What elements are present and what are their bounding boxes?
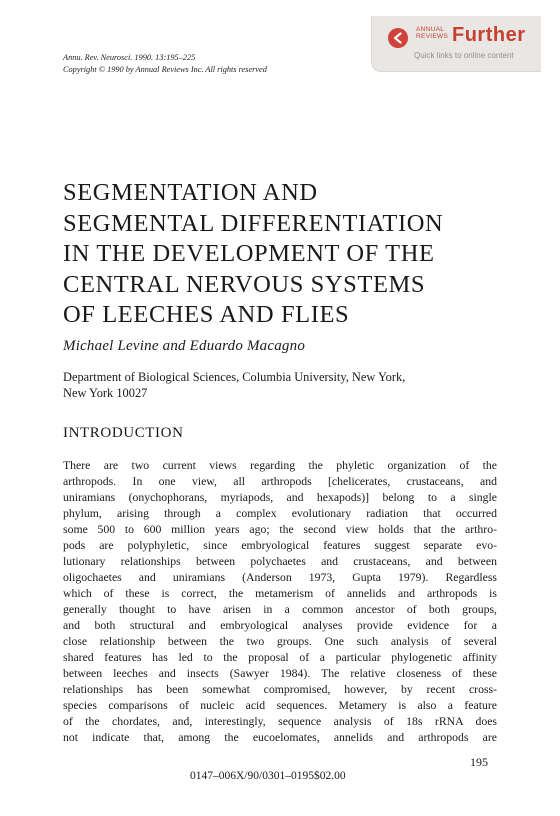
body-line: shared features has led to the proposal of a particular phylogenetic affinity xyxy=(63,651,497,664)
title-line: SEGMENTATION AND xyxy=(63,179,318,206)
author-affiliation xyxy=(63,369,503,401)
section-heading-introduction: INTRODUCTION xyxy=(63,425,184,441)
body-line: uniramians (onychophorans, myriapods, and hexapods)] belong to a single xyxy=(63,491,497,504)
title-line: OF LEECHES AND FLIES xyxy=(63,301,350,328)
annual-reviews-label: ANNUAL REVIEWS xyxy=(416,26,449,40)
title-line: IN THE DEVELOPMENT OF THE xyxy=(63,240,435,267)
body-line: phylum, arising through a complex evolutionary radiation that occurred xyxy=(63,507,497,520)
body-line: and both structural and embryological analyses provide evidence for a xyxy=(63,619,497,632)
body-line: lutionary relationships between polychaetes and crustaceans, and between xyxy=(63,555,497,568)
body-line: generally thought to have arisen in a common ancestor of both groups, xyxy=(63,603,497,616)
body-line: There are two current views regarding the phyletic organization of the xyxy=(63,459,497,472)
play-arrow-icon xyxy=(388,28,408,48)
title-line: CENTRAL NERVOUS SYSTEMS xyxy=(63,270,426,298)
introduction-body xyxy=(63,458,497,746)
affiliation-line: Department of Biological Sciences, Columbia University, New York, xyxy=(63,370,406,384)
article-code: 0147–006X/90/0301–0195$02.00 xyxy=(190,770,346,782)
journal-citation xyxy=(63,52,267,76)
body-line: which of these is correct, the metamerism of annelids and arthropods is xyxy=(63,587,497,600)
copyright-line: Copyright © 1990 by Annual Reviews Inc. All rights reserved xyxy=(63,65,267,74)
body-line: pods are polyphyletic, since embryological features suggest separate evo- xyxy=(63,539,497,552)
body-line: oligochaetes and uniramians (Anderson 1973, Gupta 1979). Regardless xyxy=(63,571,497,584)
body-line: between leeches and insects (Sawyer 1984). The relative closeness of these xyxy=(63,667,497,680)
annual-reviews-further-badge[interactable] xyxy=(371,16,541,72)
body-line: species comparisons of nucleic acid sequences. Metamery is also a feature xyxy=(63,699,497,712)
body-line: some 500 to 600 million years ago; the second view holds that the arthro- xyxy=(63,523,497,536)
body-line: not indicate that, among the eucoelomates, annelids and arthropods are xyxy=(63,731,497,744)
citation-line: Annu. Rev. Neurosci. 1990. 13:195–225 xyxy=(63,53,196,62)
further-label: Further xyxy=(452,24,526,46)
title-line: SEGMENTAL DIFFERENTIATION xyxy=(63,209,444,237)
body-line: relationships has been somewhat compromised, however, by recent cross- xyxy=(63,683,497,696)
body-line: of the chordates, and, interestingly, sequence analysis of 18s rRNA does xyxy=(63,715,497,728)
affiliation-line: New York 10027 xyxy=(63,386,148,400)
body-line: arthropods. In one view, all arthropods [chelicerates, crustaceans, and xyxy=(63,475,497,488)
page-number: 195 xyxy=(470,755,488,769)
article-authors: Michael Levine and Eduardo Macagno xyxy=(63,338,306,354)
further-subtitle: Quick links to online content xyxy=(414,51,514,60)
article-title xyxy=(63,178,533,331)
body-line: close relationship between the two groups. One such analysis of several xyxy=(63,635,497,648)
